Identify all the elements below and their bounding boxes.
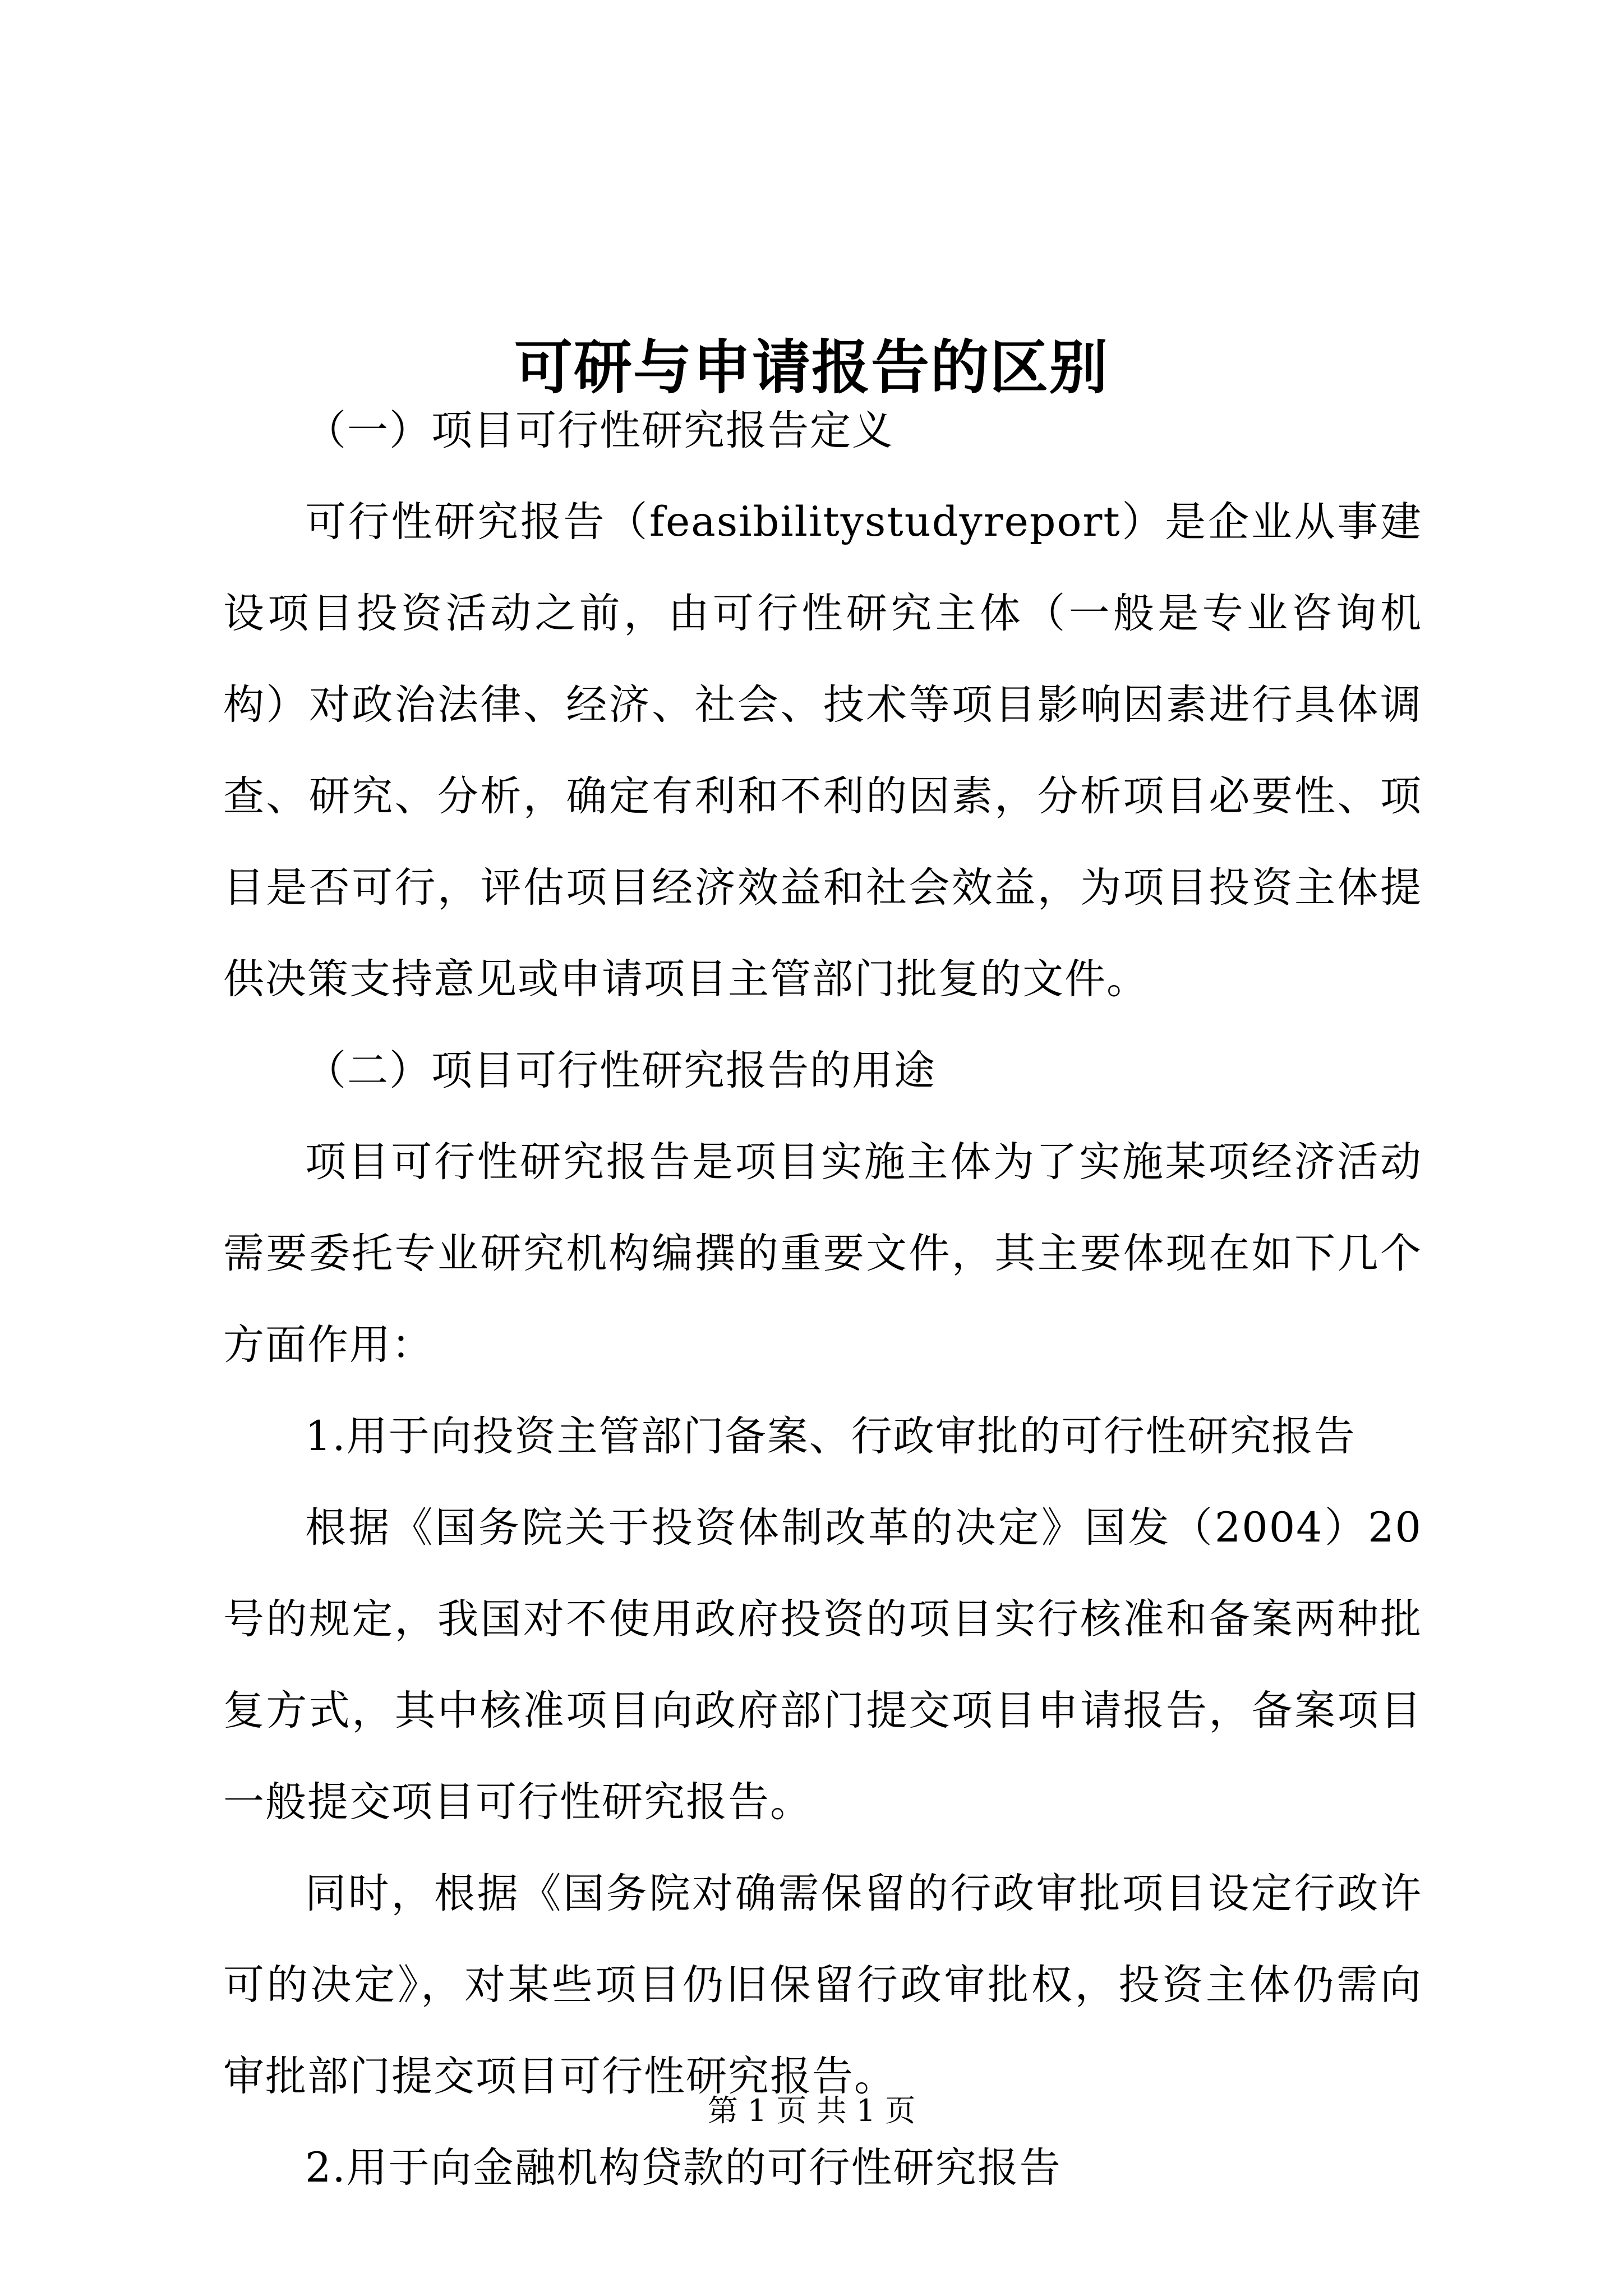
document-title: 可研与申请报告的区别 <box>514 332 1109 402</box>
subheading-approval: 1.用于向投资主管部门备案、行政审批的可行性研究报告 <box>305 1412 1356 1460</box>
document-body <box>223 385 1422 2214</box>
paragraph-administrative-license: 同时，根据《国务院对确需保留的行政审批项目设定行政许可的决定》，对某些项目仍旧保留行政审批权，投资主体仍需向审批部门提交项目可行性研究报告。 <box>223 1870 1422 2100</box>
paragraph-definition: 可行性研究报告（feasibilitystudyreport）是企业从事建设项目投资活动之前，由可行性研究主体（一般是专业咨询机构）对政治法律、经济、社会、技术等项目影响因素进行具体调查、研究、分析，确定有利和不利的因素，分析项目必要性、项目是否可行，评估项目经济效益和社会效益，为项目投资主体提供决策支持意见或申请项目主管部门批复的文件。 <box>223 498 1422 1003</box>
section-heading-definition: （一）项目可行性研究报告定义 <box>305 407 894 454</box>
paragraph-usage-intro: 项目可行性研究报告是项目实施主体为了实施某项经济活动需要委托专业研究机构编撰的重要文件，其主要体现在如下几个方面作用： <box>223 1138 1422 1369</box>
paragraph-approval-basis: 根据《国务院关于投资体制改革的决定》国发（2004）20号的规定，我国对不使用政府投资的项目实行核准和备案两种批复方式，其中核准项目向政府部门提交项目申请报告，备案项目一般提交项目可行性研究报告。 <box>223 1504 1422 1826</box>
subheading-loan: 2.用于向金融机构贷款的可行性研究报告 <box>305 2144 1062 2192</box>
section-heading-usage: （二）项目可行性研究报告的用途 <box>305 1047 936 1094</box>
page-footer: 第 1 页 共 1 页 <box>707 2093 916 2128</box>
